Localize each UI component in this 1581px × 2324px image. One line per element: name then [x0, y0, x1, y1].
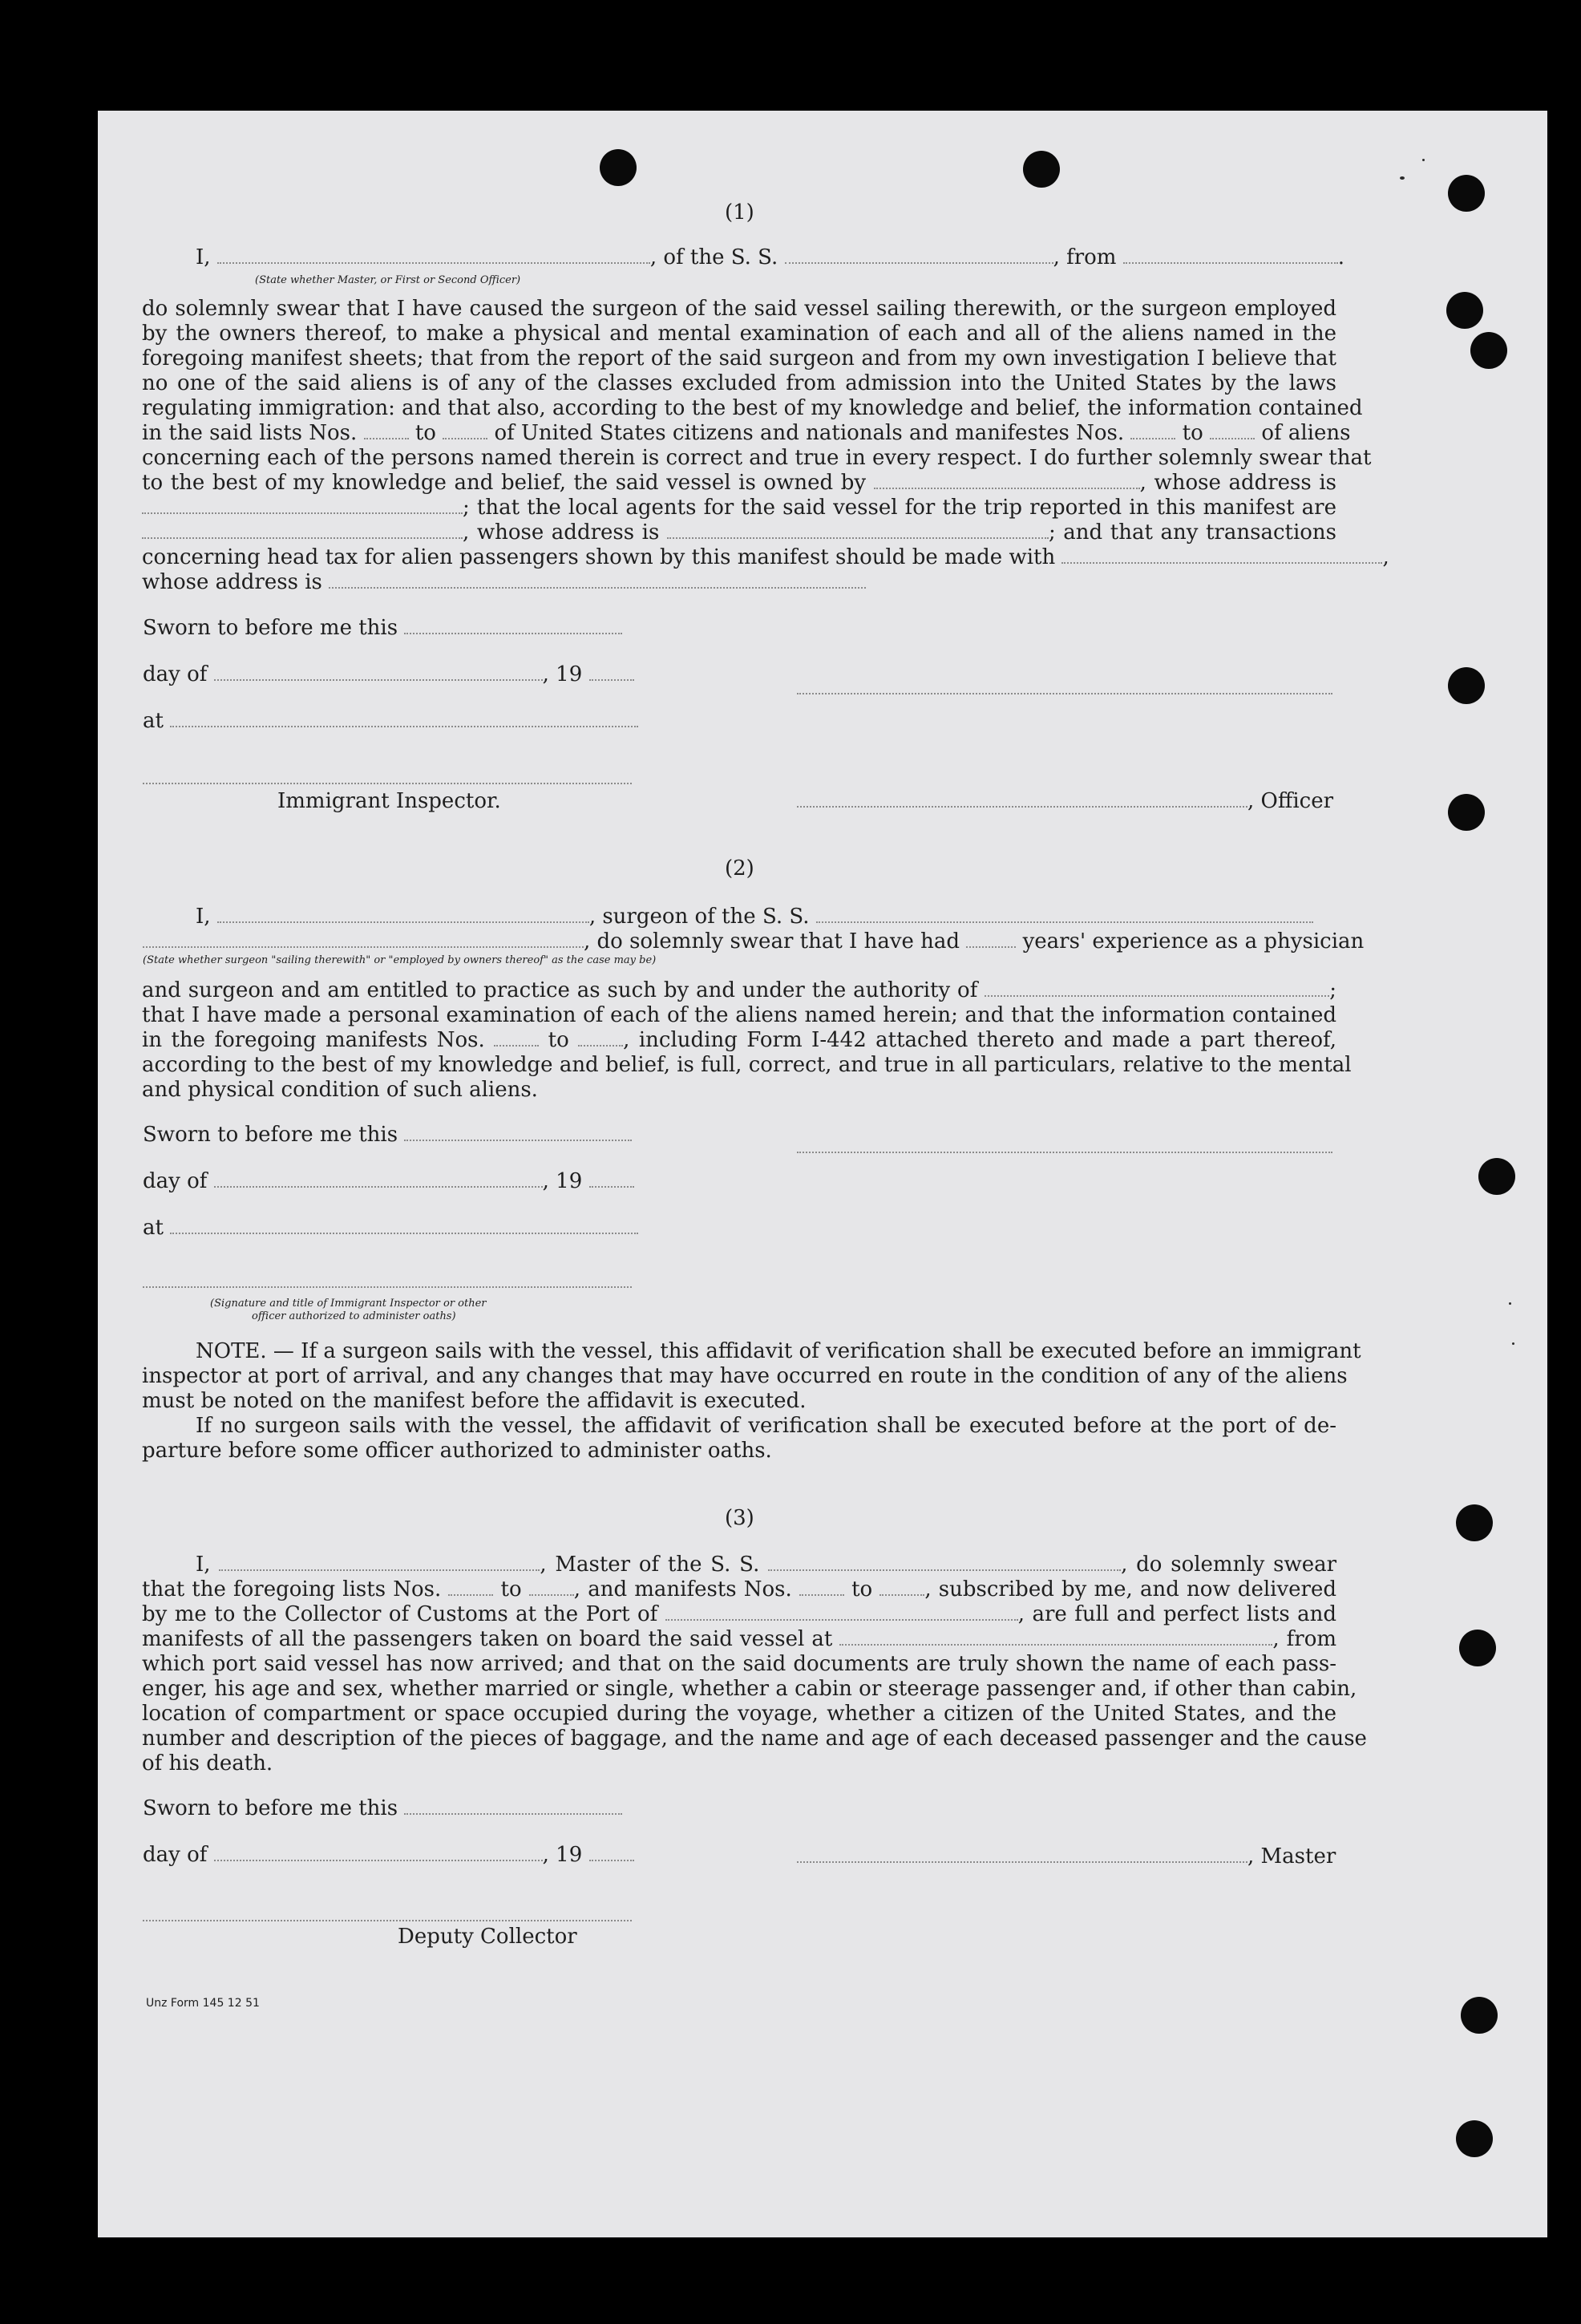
s3-line1	[196, 1553, 1336, 1577]
text: ,	[1382, 545, 1389, 569]
text: of aliens	[1261, 421, 1351, 445]
blank	[448, 1580, 493, 1596]
text: to the best of my knowledge and belief, the said vessel is owned by	[142, 471, 867, 495]
s1-inspector-line	[143, 781, 632, 784]
punch-hole	[1456, 1504, 1493, 1541]
note-line: must be noted on the manifest before the affidavit is executed.	[142, 1389, 807, 1413]
text: day of	[143, 1169, 208, 1193]
blank	[879, 1580, 924, 1596]
s2-sworn	[143, 1123, 632, 1147]
punch-hole	[1446, 292, 1483, 329]
s2-para-line: that I have made a personal examination of each of the aliens named herein; and that the information contained	[142, 1003, 1336, 1027]
s1-day-of	[143, 662, 634, 686]
s2-surgeon-note: (State whether surgeon "sailing therewith" or "employed by owners thereof" as the case may be)	[143, 954, 657, 966]
blank-vessel	[816, 907, 1313, 923]
speck	[1509, 1302, 1511, 1305]
s2-para-line: according to the best of my knowledge and belief, is full, correct, and true in all particulars, relative to the mental	[142, 1053, 1352, 1077]
blank-name	[217, 907, 589, 923]
text: , are full and perfect lists and	[1017, 1602, 1336, 1626]
s1-inspector-label: Immigrant Inspector.	[277, 789, 501, 813]
blank-name	[217, 248, 650, 264]
s1-line1	[196, 245, 1344, 269]
s3-deputy-label: Deputy Collector	[398, 1925, 577, 1949]
text: ;	[1329, 978, 1337, 1002]
blank-authority	[985, 981, 1329, 997]
blank-from	[1123, 248, 1338, 264]
text: , whose address is	[463, 520, 660, 545]
text: I,	[196, 245, 211, 269]
punch-hole	[1459, 1630, 1496, 1666]
blank	[214, 665, 543, 681]
text: in the foregoing manifests Nos.	[142, 1028, 485, 1052]
blank	[589, 1845, 634, 1861]
text: , including Form I-442 attached thereto and made a part thereof,	[623, 1028, 1336, 1052]
text: Sworn to before me this	[143, 616, 398, 640]
note-line: parture before some officer authorized to administer oaths.	[142, 1439, 772, 1463]
punch-hole	[1470, 332, 1507, 369]
s3-collector-line	[142, 1602, 1336, 1627]
punch-hole	[1461, 1997, 1498, 2034]
s3-master	[797, 1844, 1336, 1869]
text: in the said lists Nos.	[142, 421, 358, 445]
blank-port	[839, 1630, 1272, 1646]
section-3-number: (3)	[725, 1506, 754, 1530]
punch-hole	[1478, 1158, 1515, 1195]
blank	[799, 1580, 844, 1596]
text: , do solemnly swear that I have had	[584, 929, 960, 953]
form-number: Unz Form 145 12 51	[146, 1997, 260, 2010]
speck	[1422, 159, 1425, 161]
s1-signature-line	[797, 691, 1332, 694]
blank-port	[665, 1605, 1018, 1621]
text: , do solemnly swear	[1121, 1553, 1337, 1577]
text: Sworn to before me this	[143, 1123, 398, 1147]
text: Sworn to before me this	[143, 1796, 398, 1820]
text: , Master	[1247, 1844, 1336, 1869]
text: I,	[196, 905, 211, 929]
text: and surgeon and am entitled to practice as such by and under the authority of	[142, 978, 978, 1002]
blank-address	[329, 573, 866, 589]
s3-para-line: which port said vessel has now arrived; and that on the said documents are truly shown the name of each pass-	[142, 1652, 1336, 1676]
s3-manifests-line	[142, 1627, 1336, 1652]
s3-deputy-line	[143, 1918, 632, 1921]
text: day of	[143, 1843, 208, 1867]
note-line: inspector at port of arrival, and any changes that may have occurred en route in the condition of any of the aliens	[142, 1364, 1348, 1388]
s3-para-line: location of compartment or space occupied during the voyage, whether a citizen of the United States, and the	[142, 1702, 1336, 1726]
s3-day-of	[143, 1843, 634, 1867]
blank-address	[142, 498, 463, 514]
s1-whose-address-line	[142, 570, 866, 594]
blank	[1130, 423, 1175, 439]
note-line: NOTE. — If a surgeon sails with the vessel, this affidavit of verification shall be executed before an immigrant	[196, 1339, 1361, 1363]
text: , whose address is	[1139, 471, 1336, 495]
blank	[364, 423, 409, 439]
s1-para-line: concerning each of the persons named therein is correct and true in every respect. I do further solemnly swear that	[142, 446, 1372, 470]
s1-officer-note: (State whether Master, or First or Second Officer)	[255, 274, 521, 286]
s2-para-line: and physical condition of such aliens.	[142, 1078, 538, 1102]
s3-sworn	[143, 1796, 622, 1820]
blank	[589, 1172, 634, 1188]
s3-para-line: number and description of the pieces of baggage, and the name and age of each deceased passenger and the cause	[142, 1727, 1367, 1751]
punch-hole	[1023, 151, 1060, 188]
blank	[404, 618, 622, 634]
blank-headtax	[1061, 548, 1382, 564]
s1-owned-line	[142, 471, 1336, 496]
text: years' experience as a physician	[1022, 929, 1365, 953]
punch-hole	[1448, 175, 1485, 212]
text: to	[1182, 421, 1203, 445]
blank-agents	[142, 523, 463, 539]
blank	[589, 665, 634, 681]
text: , of the S. S.	[649, 245, 778, 269]
s1-officer	[797, 789, 1333, 813]
text: , 19	[542, 1169, 583, 1193]
s1-para-line: by the owners thereof, to make a physical and mental examination of each and all of the aliens named in the	[142, 322, 1336, 346]
s2-line1	[196, 905, 1313, 929]
blank	[214, 1172, 543, 1188]
blank	[578, 1030, 623, 1047]
text: at	[143, 709, 164, 733]
text: manifests of all the passengers taken on board the said vessel at	[142, 1627, 833, 1651]
text: , subscribed by me, and now delivered	[924, 1577, 1336, 1601]
s2-at	[143, 1216, 638, 1240]
text: ; and that any transactions	[1048, 520, 1337, 545]
section-1-number: (1)	[725, 200, 754, 225]
text: to	[414, 421, 436, 445]
s1-para-line: foregoing manifest sheets; that from the report of the said surgeon and from my own investigation I believe that	[142, 346, 1336, 370]
text: , Master of the S. S.	[540, 1553, 760, 1577]
blank	[404, 1799, 622, 1815]
blank-owner	[874, 473, 1140, 489]
text: , and manifests Nos.	[573, 1577, 792, 1601]
s1-lists-line	[142, 421, 1351, 446]
text: .	[1337, 245, 1344, 269]
speck	[1512, 1342, 1514, 1345]
s2-line2	[143, 929, 1364, 953]
s1-sworn	[143, 616, 622, 640]
s1-para-line: no one of the said aliens is of any of the classes excluded from admission into the United States by the laws	[142, 371, 1336, 395]
text: I,	[196, 1553, 211, 1577]
blank-years	[966, 932, 1016, 948]
s3-lists-line	[142, 1577, 1336, 1602]
punch-hole	[1456, 2120, 1493, 2157]
text: that the foregoing lists Nos.	[142, 1577, 442, 1601]
text: , Officer	[1247, 789, 1334, 813]
blank-name	[219, 1555, 540, 1571]
document-page	[98, 111, 1547, 2237]
blank	[494, 1030, 539, 1047]
blank	[214, 1845, 543, 1861]
blank	[1210, 423, 1255, 439]
text: of United States citizens and nationals and manifestes Nos.	[494, 421, 1125, 445]
text: to	[851, 1577, 873, 1601]
text: , 19	[542, 1843, 583, 1867]
punch-hole	[1448, 667, 1485, 704]
note-line: If no surgeon sails with the vessel, the affidavit of verification shall be executed before at the port of de-	[196, 1414, 1336, 1438]
section-2-number: (2)	[725, 856, 754, 881]
s1-para-line: regulating immigration: and that also, according to the best of my knowledge and belief, the information contained	[142, 396, 1363, 420]
s2-signature-note: (Signature and title of Immigrant Inspector or other	[210, 1298, 487, 1310]
blank	[404, 1125, 632, 1141]
text: ; that the local agents for the said vessel for the trip reported in this manifest are	[463, 496, 1336, 520]
blank	[529, 1580, 574, 1596]
blank	[170, 711, 638, 727]
s3-para-line: of his death.	[142, 1751, 273, 1775]
blank-officer	[797, 792, 1247, 808]
s3-para-line: enger, his age and sex, whether married or single, whether a cabin or steerage passenger and, if other than cabin,	[142, 1677, 1357, 1701]
s2-signature-note: officer authorized to administer oaths)	[252, 1310, 456, 1322]
text: , 19	[542, 662, 583, 686]
text: at	[143, 1216, 164, 1240]
blank-master	[797, 1847, 1247, 1863]
text: , surgeon of the S. S.	[588, 905, 810, 929]
text: concerning head tax for alien passengers shown by this manifest should be made with	[142, 545, 1056, 569]
blank-vessel	[768, 1555, 1121, 1571]
s2-manifests-line	[142, 1028, 1336, 1053]
text: to	[500, 1577, 522, 1601]
text: day of	[143, 662, 208, 686]
punch-hole	[600, 149, 637, 186]
text: to	[548, 1028, 569, 1052]
blank-vessel	[785, 248, 1053, 264]
text: , from	[1053, 245, 1117, 269]
s1-para-line: do solemnly swear that I have caused the surgeon of the said vessel sailing therewith, or the surgeon employed	[142, 297, 1336, 321]
text: whose address is	[142, 570, 322, 594]
s1-agents-address-line	[142, 520, 1336, 545]
blank-capacity	[143, 932, 584, 948]
s2-day-of	[143, 1169, 634, 1193]
blank-agents-address	[667, 523, 1049, 539]
s2-inspector-line	[143, 1285, 632, 1288]
punch-hole	[1448, 794, 1485, 831]
s2-signature-line	[797, 1150, 1332, 1153]
blank	[443, 423, 487, 439]
s2-authority-line	[142, 978, 1336, 1003]
blank	[170, 1218, 638, 1234]
speck	[1400, 176, 1405, 180]
s1-agents-line	[142, 496, 1336, 520]
text: by me to the Collector of Customs at the Port of	[142, 1602, 658, 1626]
s1-headtax-line	[142, 545, 1389, 570]
s1-at	[143, 709, 638, 733]
text: , from	[1272, 1627, 1337, 1651]
